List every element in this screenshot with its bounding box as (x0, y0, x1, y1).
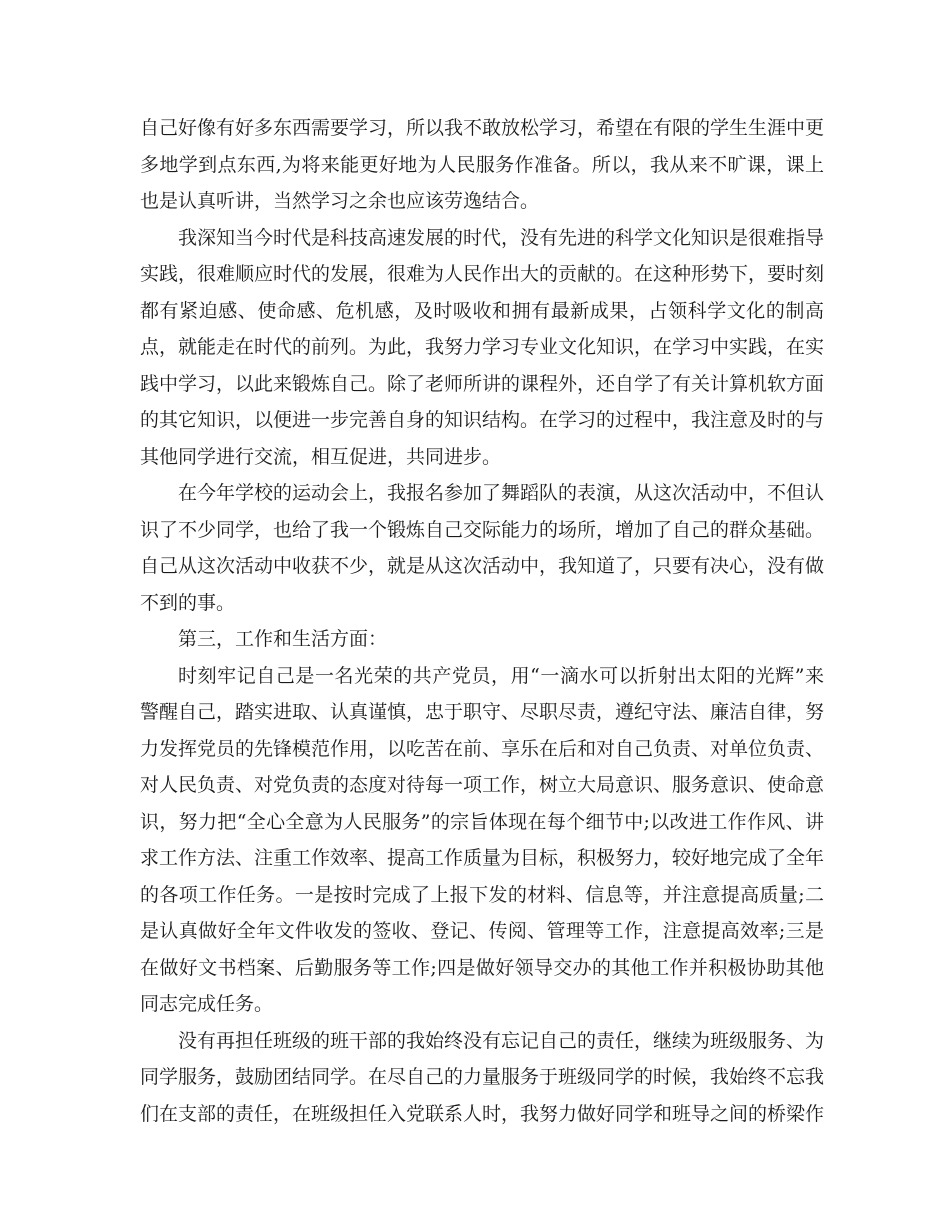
paragraph-class-service: 没有再担任班级的班干部的我始终没有忘记自己的责任，继续为班级服务、为同学服务，鼓励团结同学。在尽自己的力量服务于班级同学的时候，我始终不忘我们在支部的责任，在班级担任入党联系人时，我努力做好同学和班导之间的桥梁作 (140, 1029, 825, 1125)
paragraph-knowledge: 我深知当今时代是科技高速发展的时代，没有先进的科学文化知识是很难指导实践，很难顺应时代的发展，很难为人民作出大的贡献的。在这种形势下，要时刻都有紧迫感、使命感、危机感，及时吸收和拥有最新成果，占领科学文化的制高点，就能走在时代的前列。为此，我努力学习专业文化知识，在学习中实践，在实践中学习，以此来锻炼自己。除了老师所讲的课程外，还自学了有关计算机软方面的其它知识，以便进一步完善自身的知识结构。在学习的过程中，我注意及时的与其他同学进行交流，相互促进，共同进步。 (140, 226, 825, 468)
paragraph-party-member: 时刻牢记自己是一名光荣的共产党员，用“一滴水可以折射出太阳的光辉”来警醒自己，踏实进取、认真谨慎，忠于职守、尽职尽责，遵纪守法、廉洁自律，努力发挥党员的先锋模范作用，以吃苦在前、享乐在后和对自己负责、对单位负责、对人民负责、对党负责的态度对待每一项工作，树立大局意识、服务意识、使命意识，努力把“全心全意为人民服务”的宗旨体现在每个细节中;以改进工作作风、讲求工作方法、注重工作效率、提高工作质量为目标，积极努力，较好地完成了全年的各项工作任务。一是按时完成了上报下发的材料、信息等，并注意提高质量;二是认真做好全年文件收发的签收、登记、传阅、管理等工作，注意提高效率;三是在做好文书档案、后勤服务等工作;四是做好领导交办的其他工作并积极协助其他同志完成任务。 (140, 664, 825, 1015)
document-body (140, 110, 824, 1132)
paragraph-study-continued: 自己好像有好多东西需要学习，所以我不敢放松学习，希望在有限的学生生涯中更多地学到点东西,为将来能更好地为人民服务作准备。所以，我从来不旷课，课上也是认真听讲，当然学习之余也应该劳逸结合。 (140, 117, 825, 212)
section-heading-work-life: 第三，工作和生活方面： (178, 628, 388, 650)
paragraph-sports-meet: 在今年学校的运动会上，我报名参加了舞蹈队的表演，从这次活动中，不但认识了不少同学，也给了我一个锻炼自己交际能力的场所，增加了自己的群众基础。自己从这次活动中收获不少，就是从这次活动中，我知道了，只要有决心，没有做不到的事。 (140, 482, 825, 614)
